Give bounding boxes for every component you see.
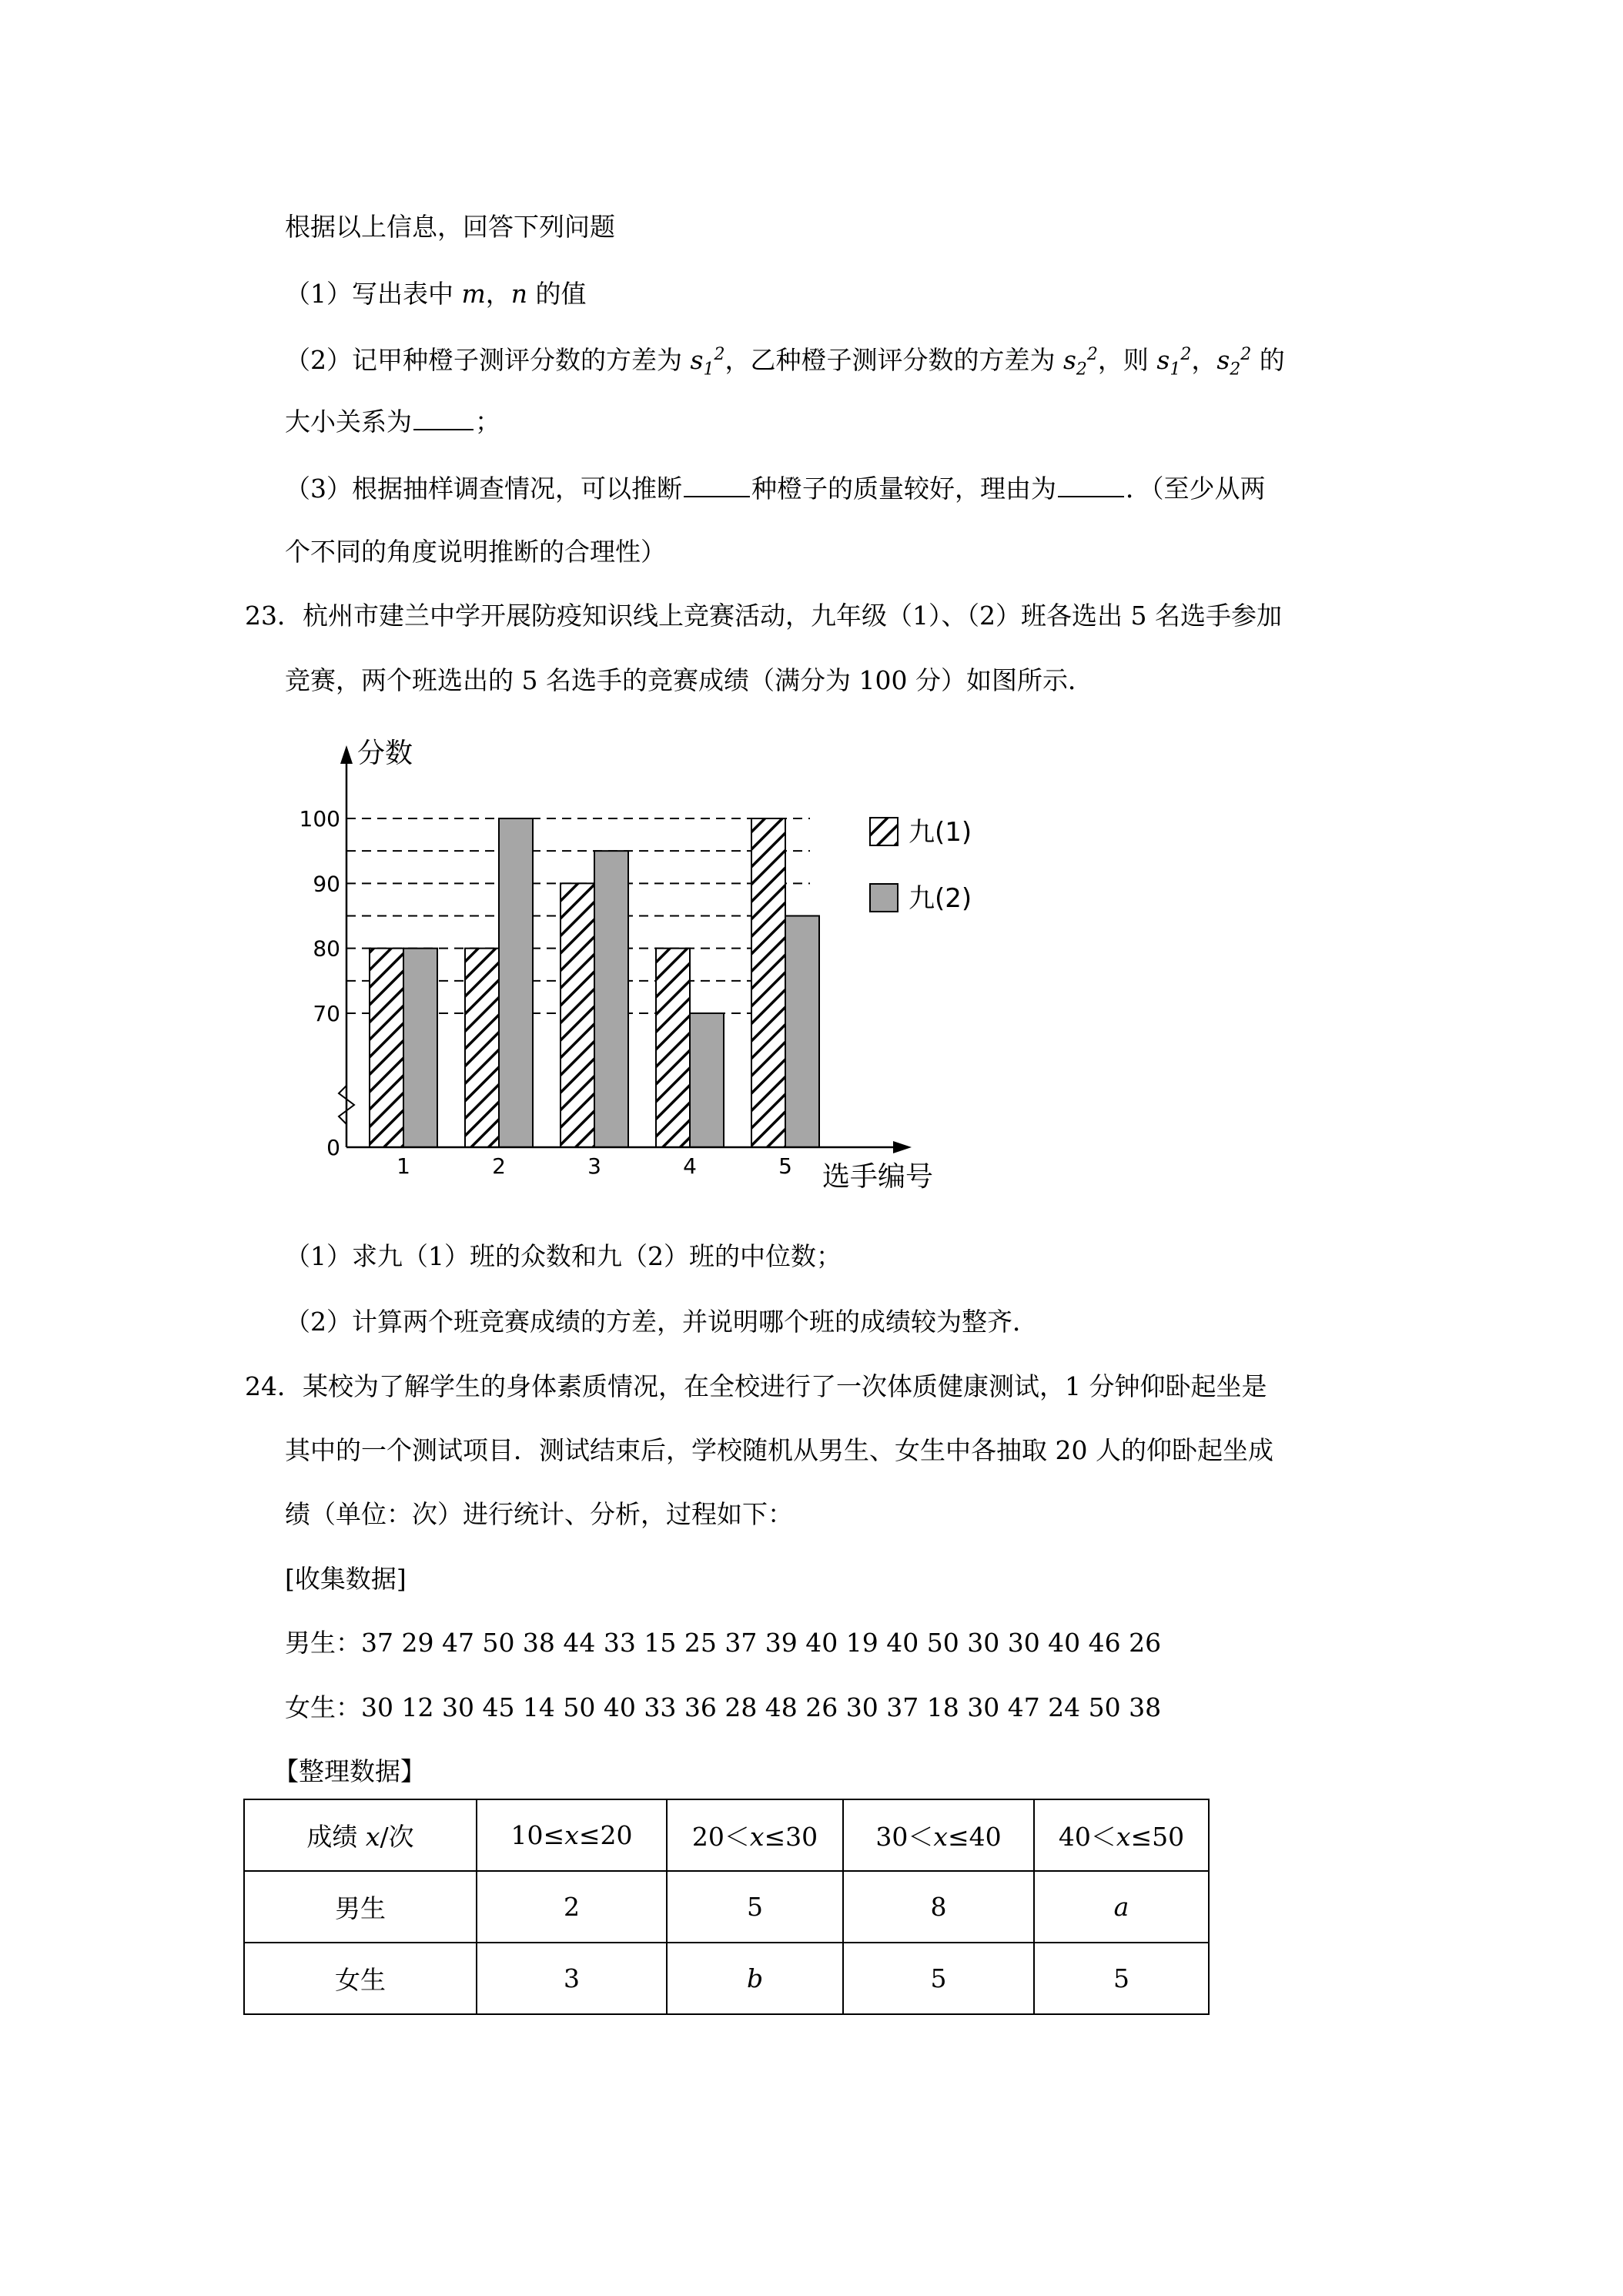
var-s1-b: $s_1^2$ (1156, 345, 1192, 380)
table-cell: 5 (667, 1871, 843, 1943)
table-row-label: 男生 (244, 1871, 477, 1943)
frequency-table (243, 1799, 1210, 2015)
organize-data-heading: 【整理数据】 (273, 1756, 426, 1786)
table-row-boys (244, 1871, 1209, 1943)
bar-chart (293, 731, 986, 1209)
y-tick-label: 80 (313, 935, 340, 962)
x-tick-label: 5 (778, 1153, 792, 1179)
y-axis-title: 分数 (357, 738, 413, 769)
answer-blank[interactable] (684, 474, 750, 497)
table-cell: 5 (1034, 1943, 1209, 2014)
legend-swatch (870, 884, 898, 912)
var-m: m (461, 279, 486, 309)
table-row-girls (244, 1943, 1209, 2014)
q23-line2: 竞赛，两个班选出的 5 名选手的竞赛成绩（满分为 100 分）如图所示． (285, 665, 1093, 695)
table-header-cell: 成绩 x/次 (244, 1799, 477, 1871)
girls-data: 女生：30 12 30 45 14 50 40 33 36 28 48 26 30 37 18 30 47 24 50 38 (285, 1692, 1162, 1722)
q22-part3-line2: 个不同的角度说明推断的合理性） (285, 537, 666, 567)
y-tick-label: 100 (299, 806, 340, 832)
q23-sub2: （2）计算两个班竞赛成绩的方差，并说明哪个班的成绩较为整齐． (285, 1307, 1038, 1337)
y-axis-arrow (340, 745, 353, 764)
table-header-cell: 30＜x≤40 (843, 1799, 1034, 1871)
y-tick-label: 90 (313, 871, 340, 897)
table-cell: 2 (477, 1871, 667, 1943)
bar-class1 (751, 818, 785, 1147)
bar-class2 (785, 916, 819, 1148)
bar-class2 (403, 949, 437, 1147)
table-header-cell: 20＜x≤30 (667, 1799, 843, 1871)
q24-line1: 24．某校为了解学生的身体素质情况，在全校进行了一次体质健康测试，1 分钟仰卧起坐是 (245, 1371, 1267, 1401)
boys-data: 男生：37 29 47 50 38 44 33 15 25 37 39 40 19 40 50 30 30 40 46 26 (285, 1628, 1162, 1658)
legend-label: 九(2) (909, 883, 972, 914)
q22-part1: （1）写出表中 m，n 的值 (285, 279, 587, 309)
q23-line1: 23．杭州市建兰中学开展防疫知识线上竞赛活动，九年级（1）、（2）班各选出 5 名选手参加 (245, 601, 1282, 631)
q22-part2-line2: 大小关系为 ； (285, 407, 500, 437)
q24-line3: 绩（单位：次）进行统计、分析，过程如下： (285, 1499, 793, 1529)
answer-blank[interactable] (1058, 474, 1124, 497)
table-cell: a (1034, 1871, 1209, 1943)
x-tick-label: 4 (683, 1153, 697, 1179)
table-header-cell: 10≤x≤20 (477, 1799, 667, 1871)
table-cell: 5 (843, 1943, 1034, 2014)
var-s2-b: $s_2^2$ (1216, 345, 1252, 380)
y-tick-label: 0 (326, 1135, 340, 1160)
table-cell: b (667, 1943, 843, 2014)
bar-class2 (499, 818, 533, 1147)
table-cell: 3 (477, 1943, 667, 2014)
legend-label: 九(1) (909, 817, 972, 848)
y-tick-label: 70 (313, 1001, 340, 1026)
var-s1: $s_1^2$ (690, 345, 725, 380)
table-header-cell: 40＜x≤50 (1034, 1799, 1209, 1871)
bar-class1 (656, 949, 690, 1147)
legend (870, 817, 972, 914)
table-row-label: 女生 (244, 1943, 477, 2014)
x-tick-label: 3 (587, 1153, 601, 1179)
table-header-row (244, 1799, 1209, 1871)
x-tick-label: 2 (492, 1153, 506, 1179)
bar-class1 (465, 949, 499, 1147)
q22-part3-line1: （3）根据抽样调查情况，可以推断 种橙子的质量较好，理由为 ．（至少从两 (285, 474, 1266, 504)
answer-blank[interactable] (413, 407, 474, 430)
q22-intro: 根据以上信息，回答下列问题 (285, 212, 615, 242)
bar-class1 (370, 949, 403, 1147)
x-axis-arrow (893, 1141, 912, 1153)
table-cell: 8 (843, 1871, 1034, 1943)
var-n: n (510, 279, 528, 309)
var-s2: $s_2^2$ (1062, 345, 1098, 380)
legend-swatch (870, 818, 898, 845)
q22-part2-line1: （2）记甲种橙子测评分数的方差为 $s_1^2$，乙种橙子测评分数的方差为 $s_2^2$，则 $s_1^2$，$s_2^2$ 的 (285, 345, 1285, 380)
bar-class2 (594, 851, 628, 1147)
collect-data-heading: [收集数据] (285, 1564, 407, 1594)
q24-line2: 其中的一个测试项目．测试结束后，学校随机从男生、女生中各抽取 20 人的仰卧起坐成 (285, 1435, 1273, 1465)
q23-sub1: （1）求九（1）班的众数和九（2）班的中位数； (285, 1241, 842, 1271)
bar-class1 (561, 883, 594, 1147)
bar-class2 (690, 1013, 724, 1147)
bars (370, 818, 819, 1147)
x-tick-label: 1 (397, 1153, 410, 1179)
x-axis-title: 选手编号 (822, 1161, 934, 1193)
